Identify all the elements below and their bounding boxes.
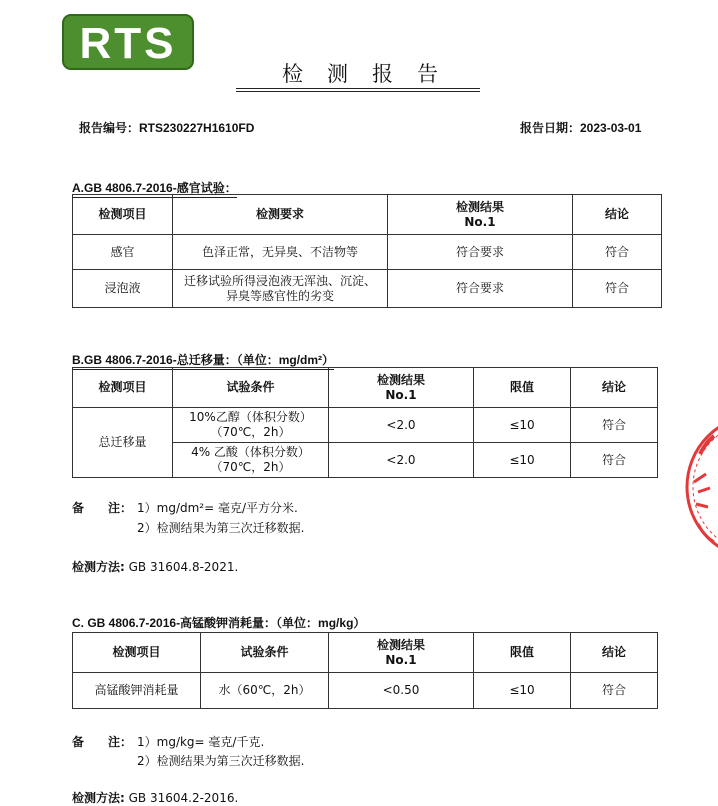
logo-text: RTS [79,19,177,68]
cell-condition: 10%乙醇（体积分数） （70℃，2h） [173,408,329,443]
section-c-table [72,632,658,709]
note-line: 2）检测结果为第三次迁移数据. [137,754,305,768]
cell-condition: 4% 乙酸（体积分数） （70℃，2h） [173,443,329,478]
cell-limit: ≤10 [474,673,571,709]
rts-logo [62,14,194,70]
header-condition: 试验条件 [173,368,329,408]
header-limit: 限值 [474,368,571,408]
table-row [73,235,662,270]
cell-conclusion: 符合 [571,408,658,443]
cell-result: 符合要求 [388,235,573,270]
header-conclusion: 结论 [573,195,662,235]
section-c-heading: C. GB 4806.7-2016-高锰酸钾消耗量：（单位：mg/kg） [72,614,365,633]
header-limit: 限值 [474,633,571,673]
table-row [73,673,658,709]
cell-conclusion: 符合 [571,673,658,709]
cell-item: 总迁移量 [73,408,173,478]
cell-conclusion: 符合 [573,235,662,270]
table-row [73,270,662,308]
report-title: 检测报告 [282,62,462,86]
cell-requirement: 色泽正常，无异臭、不洁物等 [173,235,388,270]
header-conclusion: 结论 [571,368,658,408]
cell-limit: ≤10 [474,443,571,478]
report-number: 报告编号：RTS230227H1610FD [79,121,255,135]
header-item: 检测项目 [73,368,173,408]
header-conclusion: 结论 [571,633,658,673]
note-line: 2）检测结果为第三次迁移数据. [137,521,305,535]
section-a-heading: A.GB 4806.7-2016-感官试验： [72,179,237,198]
cell-conclusion: 符合 [571,443,658,478]
test-method: 检测方法: GB 31604.8-2021. [72,560,239,574]
header-requirement: 检测要求 [173,195,388,235]
note-label: 备 注： [72,501,133,515]
cell-requirement: 迁移试验所得浸泡液无浑浊、沉淀、 异臭等感官性的劣变 [173,270,388,308]
report-date: 报告日期：2023-03-01 [520,121,642,135]
section-b-table [72,367,658,478]
note-line: 1）mg/kg= 毫克/千克. [137,735,265,749]
note-line: 1）mg/dm²= 毫克/平方分米. [137,501,298,515]
title-underline [236,88,480,89]
cell-limit: ≤10 [474,408,571,443]
header-item: 检测项目 [73,633,201,673]
cell-conclusion: 符合 [573,270,662,308]
header-result: 检测结果 No.1 [388,195,573,235]
section-b-heading: B.GB 4806.7-2016-总迁移量：（单位：mg/dm²） [72,351,334,370]
company-seal-stamp [684,412,718,562]
cell-result: <2.0 [329,408,474,443]
cell-result: <0.50 [329,673,474,709]
title-underline-2 [236,91,480,92]
table-row [73,408,658,443]
cell-item: 高锰酸钾消耗量 [73,673,201,709]
header-item: 检测项目 [73,195,173,235]
cell-result: <2.0 [329,443,474,478]
cell-item: 浸泡液 [73,270,173,308]
section-a-table [72,194,662,308]
cell-result: 符合要求 [388,270,573,308]
header-result: 检测结果 No.1 [329,368,474,408]
table-header-row [73,195,662,235]
header-condition: 试验条件 [201,633,329,673]
table-header-row [73,368,658,408]
table-header-row [73,633,658,673]
header-result: 检测结果 No.1 [329,633,474,673]
cell-condition: 水（60℃，2h） [201,673,329,709]
cell-item: 感官 [73,235,173,270]
test-method: 检测方法: GB 31604.2-2016. [72,791,239,805]
note-label: 备 注： [72,735,133,749]
